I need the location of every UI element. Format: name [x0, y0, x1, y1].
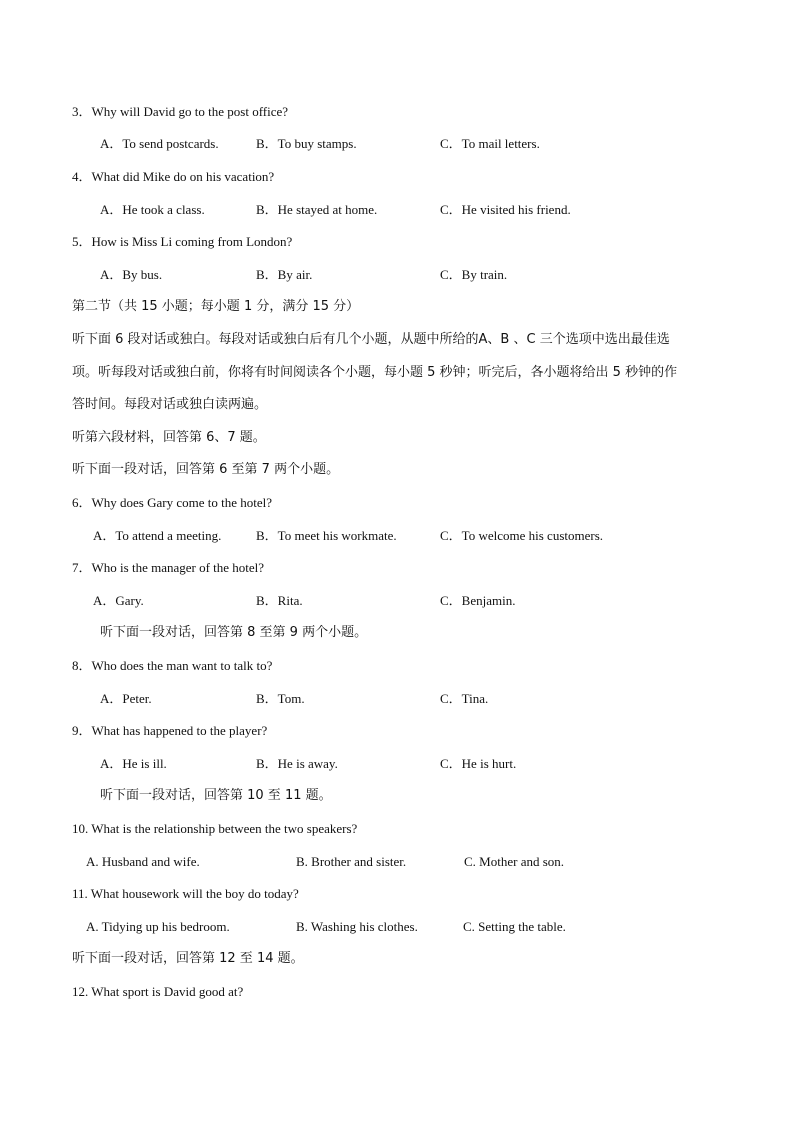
- option-a: A．He is ill.: [100, 756, 167, 771]
- option-c: C. Setting the table.: [463, 919, 566, 934]
- question-number: 11.: [72, 886, 91, 901]
- material-6-note: 听第六段材料，回答第 6、7 题。: [72, 430, 266, 445]
- option-c: C．Tina.: [440, 691, 489, 706]
- question-12: [72, 984, 243, 1000]
- question-number: 12.: [72, 984, 92, 999]
- question-text: What housework will the boy do today?: [90, 886, 299, 901]
- option-c: C．He visited his friend.: [440, 202, 571, 217]
- instruction-line-1: 听下面 6 段对话或独白。每段对话或独白后有几个小题，从题中所给的A、B 、C 三个选项中选出最佳选: [72, 332, 670, 347]
- option-a: A. Husband and wife.: [86, 854, 200, 869]
- option-c: C．Benjamin.: [440, 593, 516, 608]
- option-b: B．By air.: [256, 267, 313, 282]
- option-b: B．To buy stamps.: [256, 136, 357, 151]
- question-text: What sport is David good at?: [91, 984, 244, 999]
- option-b: B. Brother and sister.: [296, 854, 407, 869]
- option-a: A. Tidying up his bedroom.: [86, 919, 230, 934]
- dialogue-note-10-11: 听下面一段对话，回答第 10 至 11 题。: [100, 788, 332, 803]
- option-a: A．To attend a meeting.: [93, 528, 222, 543]
- dialogue-note-6-7: 听下面一段对话，回答第 6 至第 7 两个小题。: [72, 462, 340, 477]
- question-4: [72, 169, 274, 185]
- dialogue-note-12-14: 听下面一段对话，回答第 12 至 14 题。: [72, 951, 304, 966]
- option-a: A．By bus.: [100, 267, 163, 282]
- section-heading: 第二节（共 15 小题；每小题 1 分，满分 15 分）: [72, 299, 360, 314]
- question-number: 6．: [72, 495, 92, 510]
- question-text: What did Mike do on his vacation?: [91, 169, 275, 184]
- question-11: [72, 886, 299, 902]
- option-c: C．To mail letters.: [440, 136, 540, 151]
- option-a: A．To send postcards.: [100, 136, 219, 151]
- option-b: B. Washing his clothes.: [296, 919, 418, 934]
- instruction-line-2: 项。听每段对话或独白前，你将有时间阅读各个小题，每小题 5 秒钟；听完后，各小题将给出 5 秒钟的作: [72, 365, 678, 380]
- question-9: [72, 723, 267, 739]
- option-c: C. Mother and son.: [464, 854, 565, 869]
- option-c: C．He is hurt.: [440, 756, 517, 771]
- question-number: 7．: [72, 560, 92, 575]
- option-a: A．Gary.: [93, 593, 144, 608]
- dialogue-note-8-9: 听下面一段对话，回答第 8 至第 9 两个小题。: [100, 625, 368, 640]
- option-a: A．He took a class.: [100, 202, 205, 217]
- question-text: Why will David go to the post office?: [91, 104, 289, 119]
- question-8: [72, 658, 272, 674]
- question-7: [72, 560, 264, 576]
- question-text: How is Miss Li coming from London?: [91, 234, 293, 249]
- option-a: A．Peter.: [100, 691, 152, 706]
- option-c: C．To welcome his customers.: [440, 528, 604, 543]
- question-6: [72, 495, 272, 511]
- question-text: Who is the manager of the hotel?: [91, 560, 265, 575]
- question-number: 8．: [72, 658, 92, 673]
- option-b: B．Tom.: [256, 691, 305, 706]
- question-text: What has happened to the player?: [91, 723, 268, 738]
- question-10: [72, 821, 357, 837]
- question-number: 4．: [72, 169, 92, 184]
- instruction-line-3: 答时间。每段对话或独白读两遍。: [72, 397, 268, 412]
- question-text: Who does the man want to talk to?: [91, 658, 273, 673]
- option-b: B．He stayed at home.: [256, 202, 378, 217]
- question-text: Why does Gary come to the hotel?: [91, 495, 273, 510]
- question-number: 9．: [72, 723, 92, 738]
- question-text: What is the relationship between the two speakers?: [91, 821, 358, 836]
- option-b: B．He is away.: [256, 756, 338, 771]
- option-c: C．By train.: [440, 267, 508, 282]
- option-b: B．To meet his workmate.: [256, 528, 397, 543]
- question-3: [72, 104, 288, 120]
- option-b: B．Rita.: [256, 593, 303, 608]
- question-number: 5．: [72, 234, 92, 249]
- question-number: 10.: [72, 821, 92, 836]
- question-number: 3．: [72, 104, 92, 119]
- question-5: [72, 234, 292, 250]
